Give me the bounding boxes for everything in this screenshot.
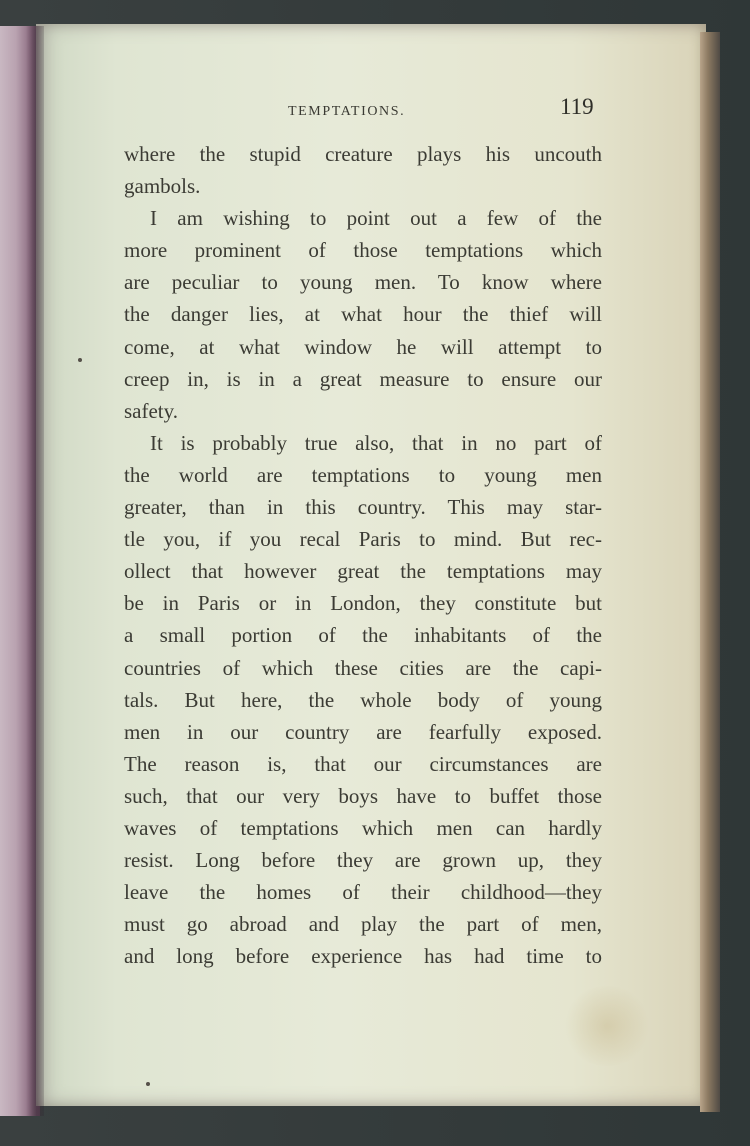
text-line: the danger lies, at what hour the thief will — [124, 302, 602, 327]
text-line: gambols. — [124, 174, 201, 199]
page-number: 119 — [560, 94, 594, 119]
text-line: tals. But here, the whole body of young — [124, 687, 602, 712]
text-line: The reason is, that our circumstances are — [124, 751, 602, 776]
page-body-text — [124, 138, 602, 972]
book-cover-edge — [700, 32, 720, 1112]
paper-speck — [146, 1082, 150, 1086]
text-line: resist. Long before they are grown up, they — [124, 848, 602, 873]
gutter-shadow — [26, 26, 44, 1116]
text-line: where the stupid creature plays his uncouth — [124, 142, 602, 166]
text-line: leave the homes of their childhood—they — [124, 880, 602, 905]
text-line: a small portion of the inhabitants of the — [124, 623, 602, 648]
paper-speck — [78, 358, 82, 362]
paper-stain — [562, 986, 652, 1066]
text-line: must go abroad and play the part of men, — [124, 912, 602, 937]
text-line: are peculiar to young men. To know where — [124, 270, 602, 295]
text-line: safety. — [124, 398, 179, 423]
text-line: tle you, if you recal Paris to mind. But rec- — [124, 527, 602, 552]
text-line: come, at what window he will attempt to — [124, 334, 602, 359]
text-line: be in Paris or in London, they constitute but — [124, 591, 602, 616]
text-line: creep in, is in a great measure to ensure our — [124, 366, 602, 391]
text-line: and long before experience has had time to — [124, 944, 602, 969]
text-line: ollect that however great the temptations may — [124, 559, 602, 584]
text-line: men in our country are fearfully exposed. — [124, 719, 602, 744]
text-line: waves of temptations which men can hardly — [124, 815, 602, 840]
text-line: greater, than in this country. This may star- — [124, 495, 602, 520]
text-line: the world are temptations to young men — [124, 462, 602, 487]
text-line: I am wishing to point out a few of the — [150, 206, 602, 231]
running-head: TEMPTATIONS. — [288, 104, 406, 119]
text-line: It is probably true also, that in no part of — [150, 430, 602, 455]
text-line: countries of which these cities are the capi- — [124, 655, 602, 680]
text-line: more prominent of those temptations which — [124, 238, 602, 263]
text-line: such, that our very boys have to buffet those — [124, 783, 602, 808]
